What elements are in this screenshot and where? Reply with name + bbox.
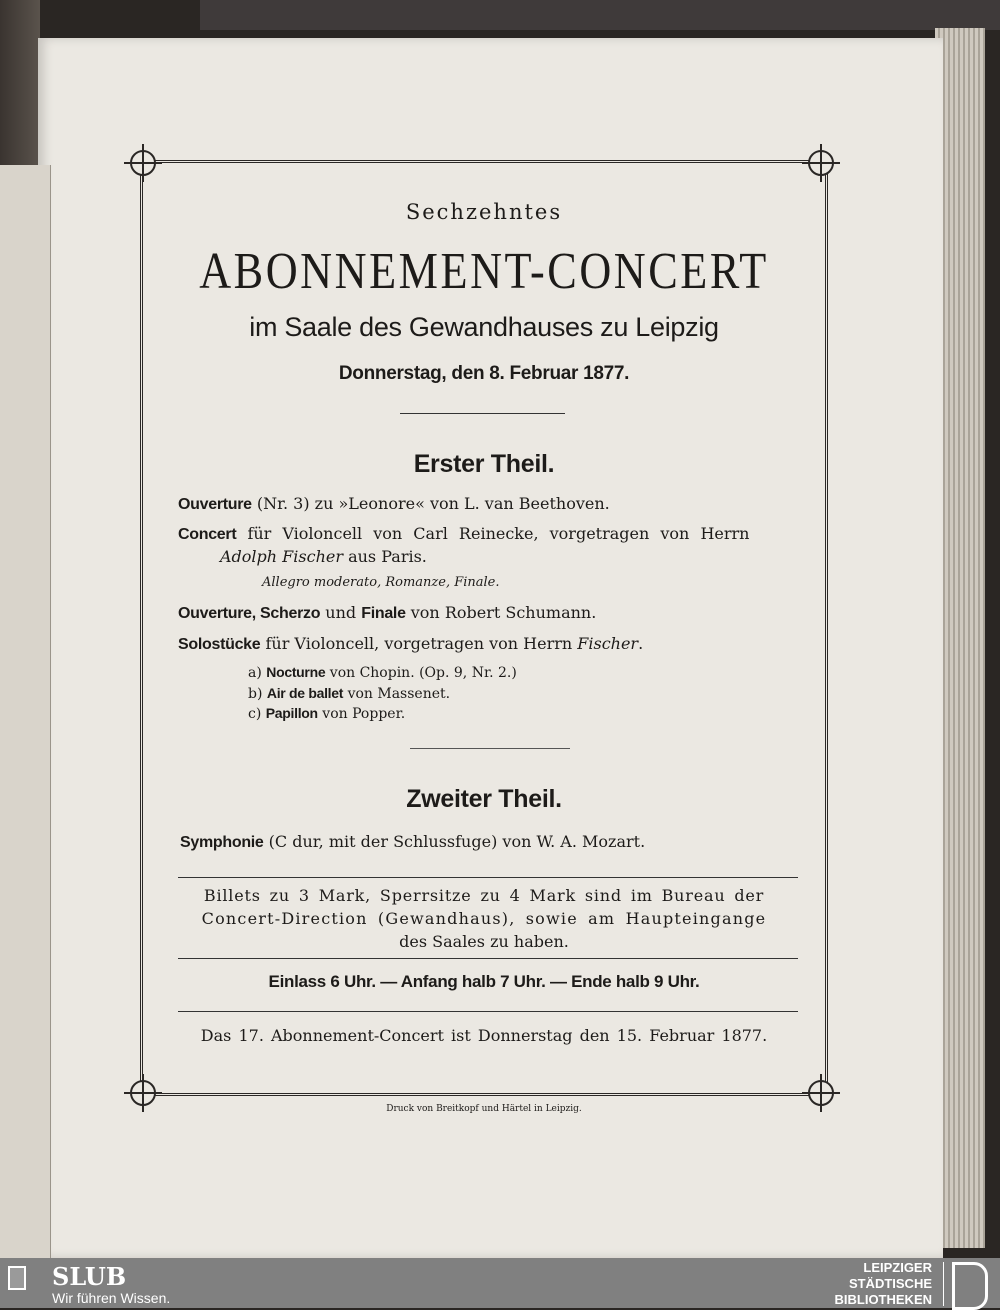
work-title: Nocturne [266, 664, 326, 680]
performer: Fischer [577, 634, 639, 653]
program-item [178, 494, 610, 514]
work-detail: aus Paris. [343, 547, 427, 566]
work-detail: . [638, 634, 644, 653]
slub-tagline: Wir führen Wissen. [52, 1290, 171, 1306]
frame-corner-ornament [808, 1080, 834, 1106]
book-icon [8, 1266, 26, 1290]
work-title: Ouverture, Scherzo [178, 605, 321, 622]
work-detail: von Robert Schumann. [405, 603, 597, 622]
work-title: Concert [178, 526, 237, 543]
work-title: Finale [361, 605, 406, 622]
facing-page-edge [0, 165, 51, 1258]
venue: im Saale des Gewandhauses zu Leipzig [249, 312, 719, 342]
lsb-logo[interactable] [835, 1260, 933, 1308]
lsb-emblem-icon [952, 1262, 988, 1310]
work-detail: und [320, 603, 362, 622]
work-detail: (Nr. 3) zu »Leonore« von L. van Beethoven. [251, 494, 610, 513]
work-title: Papillon [265, 705, 318, 721]
rule [178, 877, 798, 878]
rule [178, 958, 798, 959]
sub-item [248, 705, 405, 722]
rule [178, 1011, 798, 1012]
work-detail: von Chopin. (Op. 9, Nr. 2.) [325, 665, 517, 681]
work-title: Symphonie [180, 834, 264, 851]
program-item [178, 634, 643, 654]
work-detail: von Popper. [317, 706, 406, 722]
part1-title: Erster Theil. [413, 450, 555, 478]
program-item [180, 832, 645, 852]
frame-corner-ornament [130, 150, 156, 176]
program-item [178, 524, 749, 544]
slub-logo[interactable]: SLUB [52, 1262, 127, 1291]
program-item-cont [220, 547, 427, 566]
concert-date: Donnerstag, den 8. Februar 1877. [338, 363, 630, 384]
movements: Allegro moderato, Romanze, Finale. [262, 575, 500, 590]
sub-marker: a) [248, 665, 262, 681]
printer-credit: Druck von Breitkopf und Härtel in Leipzig. [386, 1104, 582, 1114]
work-detail: für Violoncell von Carl Reinecke, vorgetragen von Herrn [236, 524, 750, 543]
sub-marker: b) [248, 686, 263, 702]
ornament-divider [400, 413, 565, 414]
times: Einlass 6 Uhr. — Anfang halb 7 Uhr. — Ende halb 9 Uhr. [268, 972, 700, 991]
tickets-line: Concert-Direction (Gewandhaus), sowie am Haupteingange [201, 909, 767, 928]
logo-divider [943, 1262, 944, 1306]
frame-corner-ornament [130, 1080, 156, 1106]
work-title: Solostücke [178, 636, 261, 653]
work-detail: (C dur, mit der Schlussfuge) von W. A. Mozart. [263, 832, 646, 851]
ordinal: Sechzehntes [405, 200, 563, 224]
work-title: Air de ballet [266, 685, 344, 701]
work-detail: von Massenet. [343, 686, 451, 702]
program-item [178, 603, 596, 623]
next-concert: Das 17. Abonnement-Concert ist Donnerstag den 15. Februar 1877. [200, 1026, 768, 1045]
performer: Adolph Fischer [220, 547, 343, 566]
part2-title: Zweiter Theil. [406, 785, 562, 813]
divider [410, 748, 570, 749]
page-title: ABONNEMENT-CONCERT [199, 243, 769, 300]
lsb-logo-line: LEIPZIGER [863, 1260, 932, 1275]
tickets-line: des Saales zu haben. [399, 932, 569, 951]
lsb-logo-line: STÄDTISCHE [848, 1276, 932, 1291]
book-cover [200, 0, 1000, 30]
sub-item [248, 664, 517, 681]
tickets-line: Billets zu 3 Mark, Sperrsitze zu 4 Mark sind im Bureau der [203, 886, 765, 905]
lsb-logo-line: BIBLIOTHEKEN [834, 1292, 932, 1307]
footer-bar [0, 1258, 1000, 1308]
work-title: Ouverture [178, 496, 252, 513]
sub-marker: c) [248, 706, 262, 722]
sub-item [248, 685, 450, 702]
work-detail: für Violoncell, vorgetragen von Herrn [260, 634, 578, 653]
frame-corner-ornament [808, 150, 834, 176]
